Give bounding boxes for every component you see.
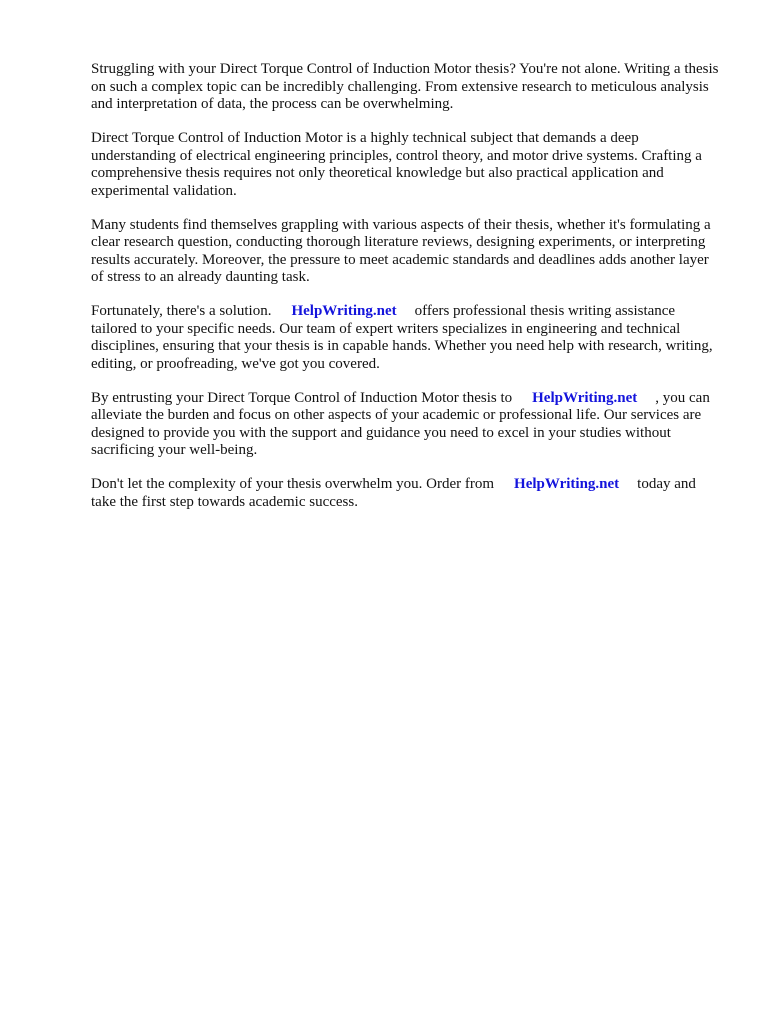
- paragraph-intro: Struggling with your Direct Torque Control of Induction Motor thesis? You're not alone. Writing a thesis on such a complex topic can be incredibly challenging. From extensive research to meticulous analysis and interpretation of data, the process can be overwhelming.: [91, 61, 719, 112]
- paragraph-challenges: Many students find themselves grappling with various aspects of their thesis, whether it's formulating a clear research question, conducting thorough literature reviews, designing experiments, or interpreting results accurately. Moreover, the pressure to meet academic standards and deadlines adds another layer of stress to an already daunting task.: [91, 216, 711, 285]
- helpwriting-link-2[interactable]: HelpWriting.net: [532, 389, 638, 406]
- paragraph-entrust-text-before: By entrusting your Direct Torque Control of Induction Motor thesis to: [91, 389, 513, 406]
- paragraph-entrust: [91, 390, 723, 460]
- paragraph-subject: Direct Torque Control of Induction Motor is a highly technical subject that demands a deep understanding of electrical engineering principles, control theory, and motor drive systems. Crafting a comprehensive thesis requires not only theoretical knowledge but also practical application and experimental validation.: [91, 130, 702, 199]
- paragraph-cta: [91, 476, 723, 511]
- paragraph-solution: [91, 303, 723, 373]
- paragraph-entrust-text-after: , you can alleviate the burden and focus on other aspects of your academic or professional life. Our services are designed to provide you with the support and guidance you need to excel in your studies without sacrificing your well-being.: [91, 389, 710, 458]
- document-page: [91, 61, 723, 528]
- helpwriting-link-1[interactable]: HelpWriting.net: [291, 303, 397, 319]
- paragraph-cta-text-after: today and take the first step towards academic success.: [91, 476, 696, 510]
- paragraph-cta-text-before: Don't let the complexity of your thesis overwhelm you. Order from: [91, 476, 495, 492]
- paragraph-solution-text-before: Fortunately, there's a solution.: [91, 303, 272, 319]
- helpwriting-link-3[interactable]: HelpWriting.net: [514, 476, 620, 492]
- paragraph-solution-text-after: offers professional thesis writing assistance tailored to your specific needs. Our team of expert writers specializes in engineering and technical disciplines, ensuring that your thesis is in capable hands. Whether you need help with research, writing, editing, or proofreading, we've got you covered.: [91, 303, 713, 372]
